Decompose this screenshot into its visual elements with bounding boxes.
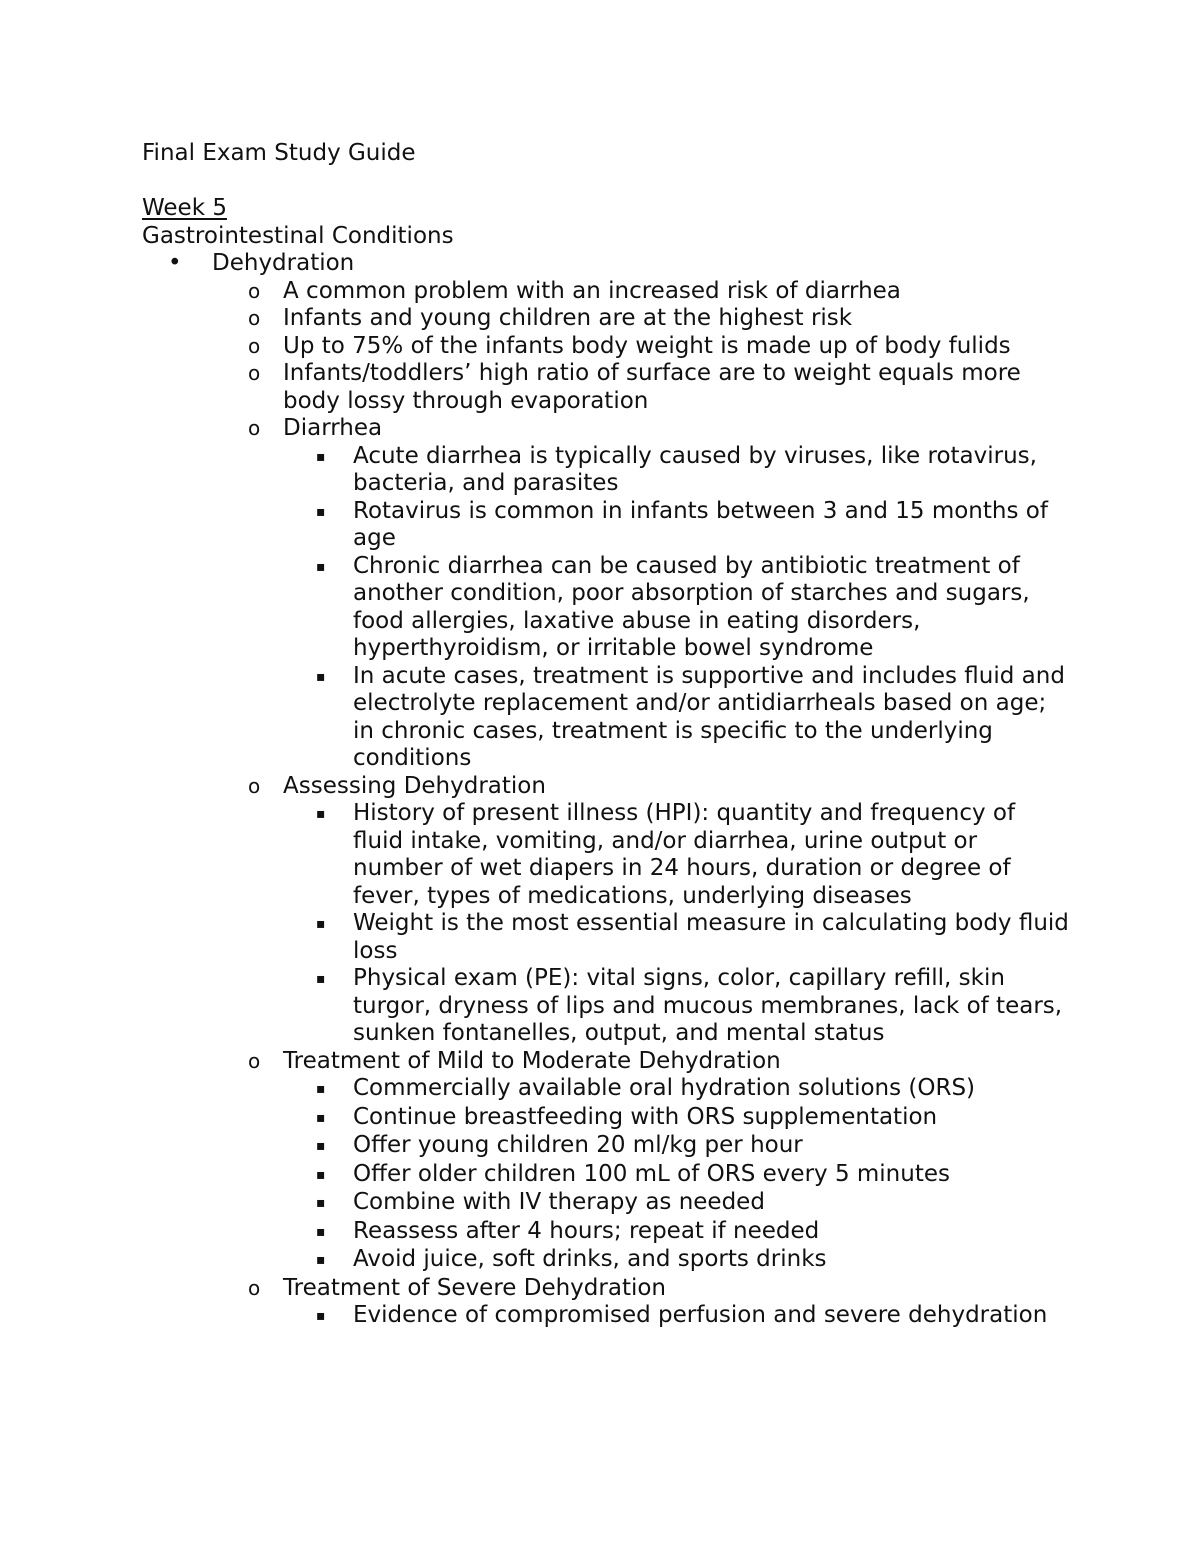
outline-subitem xyxy=(142,553,1072,663)
outline-subitem-text: History of present illness (HPI): quantity and frequency of fluid intake, vomiting, and/or diarrhea, urine output or number of wet diapers in 24 hours, duration or degree of fever, types of medications, underlying diseases xyxy=(353,800,1016,909)
bullet-circle-icon: o xyxy=(248,1048,261,1073)
bullet-circle-icon: o xyxy=(248,278,261,303)
bullet-circle-icon: o xyxy=(248,361,261,385)
outline-subitem xyxy=(142,1302,1072,1331)
outline-subitem xyxy=(142,1218,1072,1247)
outline-subitem-text: Offer older children 100 mL of ORS every 5 minutes xyxy=(353,1160,950,1187)
bullet-circle-icon: o xyxy=(248,333,261,358)
document-content xyxy=(142,140,1072,1331)
outline-subitem xyxy=(142,1246,1072,1275)
bullet-square-icon: ▪ xyxy=(316,1195,326,1211)
outline-subitem xyxy=(142,1189,1072,1218)
bullet-square-icon: ▪ xyxy=(316,558,326,575)
outline-subitem-text: Commercially available oral hydration solutions (ORS) xyxy=(353,1075,976,1101)
bullet-square-icon: ▪ xyxy=(316,1223,326,1240)
outline-item xyxy=(142,1275,1072,1303)
bullet-circle-icon: o xyxy=(248,416,261,440)
outline-subitem-text: Evidence of compromised perfusion and severe dehydration xyxy=(353,1302,1048,1328)
bullet-square-icon: ▪ xyxy=(316,1138,326,1154)
outline-subitem-text: Reassess after 4 hours; repeat if needed xyxy=(353,1217,820,1244)
week-heading xyxy=(142,195,1072,223)
outline-subitem-text: Offer young children 20 ml/kg per hour xyxy=(353,1132,803,1158)
outline-subitem xyxy=(142,663,1072,773)
outline-item-text: Treatment of Mild to Moderate Dehydration xyxy=(283,1047,781,1074)
outline-subitem-text: Acute diarrhea is typically caused by viruses, like rotavirus, bacteria, and parasites xyxy=(353,442,1037,496)
bullet-square-icon: ▪ xyxy=(316,1081,326,1097)
outline-item-text: Diarrhea xyxy=(283,415,383,441)
outline-item-text: Infants and young children are at the highest risk xyxy=(283,305,853,331)
outline-subitem-text: In acute cases, treatment is supportive and includes fluid and electrolyte replacement and/or antidiarrheals based on age; in chronic cases, treatment is specific to the underlying conditions xyxy=(353,662,1065,771)
bullet-square-icon: ▪ xyxy=(316,806,326,822)
page-title: Final Exam Study Guide xyxy=(142,140,416,166)
outline-subitem xyxy=(142,800,1072,910)
outline-item xyxy=(142,773,1072,801)
section-heading: Gastrointestinal Conditions xyxy=(142,222,454,249)
bullet-circle-icon: o xyxy=(248,1275,261,1300)
outline-subitem xyxy=(142,1132,1072,1161)
bullet-circle-icon: o xyxy=(248,306,261,330)
outline-item xyxy=(142,333,1072,361)
bullet-square-icon: ▪ xyxy=(316,1252,326,1268)
outline-subitem-text: Chronic diarrhea can be caused by antibiotic treatment of another condition, poor absorption of starches and sugars, food allergies, laxative abuse in eating disorders, hyperthyroidism, or irritable bowel syndrome xyxy=(353,552,1030,661)
outline-item xyxy=(142,278,1072,306)
outline-subitem xyxy=(142,498,1072,553)
topic-label: Dehydration xyxy=(212,250,355,276)
week-label: Week 5 xyxy=(142,195,227,221)
bullet-circle-icon: o xyxy=(248,773,261,798)
blank-line xyxy=(142,168,1072,196)
bullet-disc-icon: • xyxy=(168,250,182,276)
outline-item-text: A common problem with an increased risk of diarrhea xyxy=(283,277,901,304)
outline-item xyxy=(142,415,1072,443)
outline-subitem-text: Weight is the most essential measure in calculating body fluid loss xyxy=(353,910,1069,964)
outline-item-text: Up to 75% of the infants body weight is made up of body fulids xyxy=(283,332,1011,359)
outline-subitem xyxy=(142,1161,1072,1190)
bullet-square-icon: ▪ xyxy=(316,448,326,465)
outline-item-text: Treatment of Severe Dehydration xyxy=(283,1274,667,1301)
bullet-square-icon: ▪ xyxy=(316,971,326,987)
bullet-square-icon: ▪ xyxy=(316,1166,326,1183)
outline-subitem-text: Rotavirus is common in infants between 3 and 15 months of age xyxy=(353,497,1048,551)
bullet-square-icon: ▪ xyxy=(316,503,326,520)
topic-item xyxy=(142,250,1072,278)
outline-subitem-text: Continue breastfeeding with ORS supplementation xyxy=(353,1103,938,1130)
outline-subitem xyxy=(142,1075,1072,1104)
outline-item-text: Assessing Dehydration xyxy=(283,772,546,799)
outline-subitem xyxy=(142,910,1072,965)
outline-subitem-text: Physical exam (PE): vital signs, color, capillary refill, skin turgor, dryness of lips and mucous membranes, lack of tears, sunken fontanelles, output, and mental status xyxy=(353,965,1063,1046)
outline-item xyxy=(142,305,1072,333)
outline-subitem-text: Avoid juice, soft drinks, and sports drinks xyxy=(353,1246,827,1272)
outline-subitem xyxy=(142,1104,1072,1133)
bullet-square-icon: ▪ xyxy=(316,1109,326,1126)
outline-item xyxy=(142,360,1072,415)
outline-subitem-text: Combine with IV therapy as needed xyxy=(353,1189,765,1215)
bullet-square-icon: ▪ xyxy=(316,668,326,685)
outline-item xyxy=(142,1048,1072,1076)
outline-item-text: Infants/toddlers’ high ratio of surface are to weight equals more body lossy through evaporation xyxy=(283,360,1021,414)
outline-subitem xyxy=(142,965,1072,1048)
outline-subitem xyxy=(142,443,1072,498)
bullet-square-icon: ▪ xyxy=(316,1308,326,1324)
outline-list xyxy=(142,278,1072,1331)
bullet-square-icon: ▪ xyxy=(316,916,326,932)
